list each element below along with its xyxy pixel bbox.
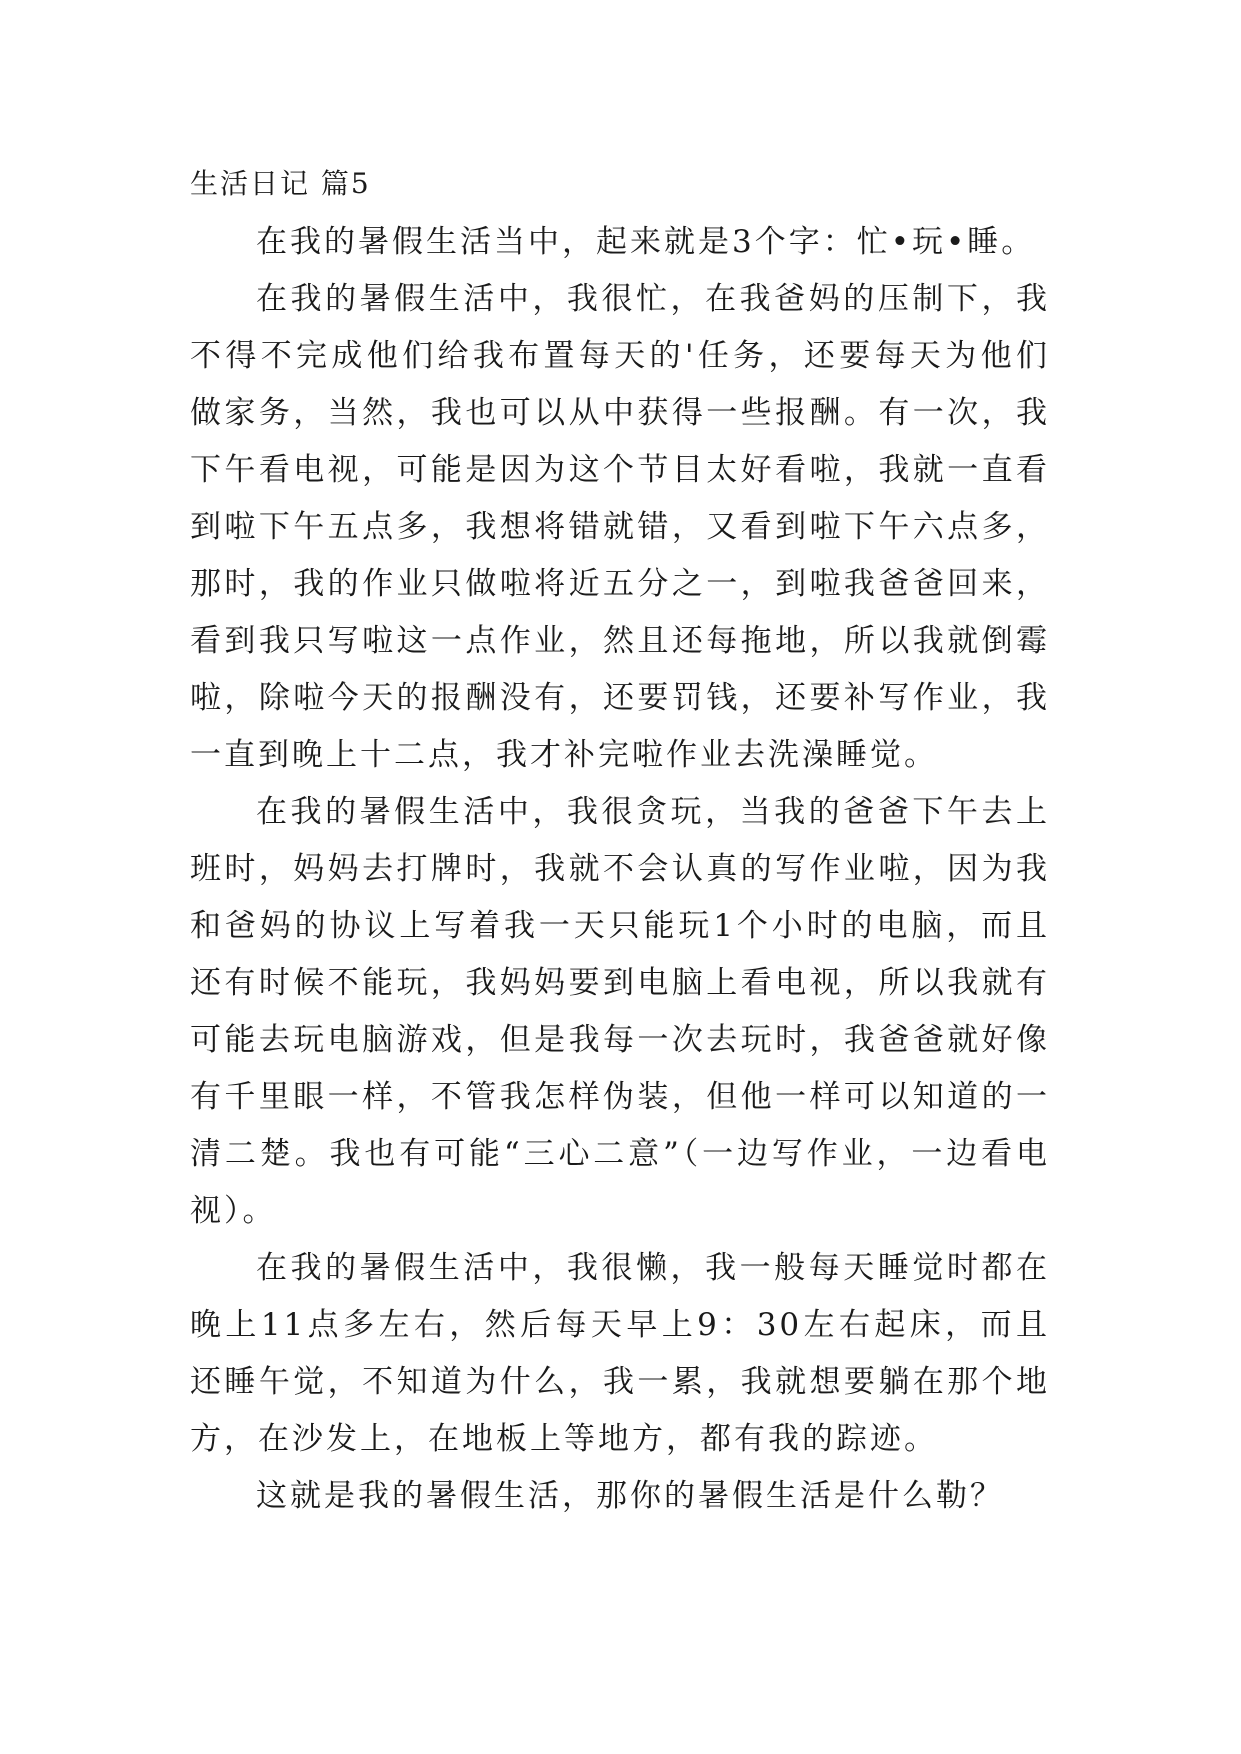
paragraph: 在我的暑假生活中，我很贪玩，当我的爸爸下午去上班时，妈妈去打牌时，我就不会认真的写作业啦，因为我和爸妈的协议上写着我一天只能玩1个小时的电脑，而且还有时候不能玩，我妈妈要到电脑上看电视，所以我就有可能去玩电脑游戏，但是我每一次去玩时，我爸爸就好像有千里眼一样，不管我怎样伪装，但他一样可以知道的一清二楚。我也有可能“三心二意”（一边写作业，一边看电视）。 xyxy=(190,794,1050,1229)
paragraph: 在我的暑假生活中，我很懒，我一般每天睡觉时都在晚上11点多左右，然后每天早上9：30左右起床，而且还睡午觉，不知道为什么，我一累，我就想要躺在那个地方，在沙发上，在地板上等地方，都有我的踪迹。 xyxy=(190,1250,1050,1457)
paragraph: 在我的暑假生活当中，起来就是3个字：忙•玩•睡。 xyxy=(256,224,1036,260)
document-body xyxy=(190,214,1050,1525)
paragraph: 这就是我的暑假生活，那你的暑假生活是什么勒？ xyxy=(256,1478,1004,1514)
document-title: 生活日记 篇5 xyxy=(190,167,371,200)
paragraph: 在我的暑假生活中，我很忙，在我爸妈的压制下，我不得不完成他们给我布置每天的'任务，还要每天为他们做家务，当然，我也可以从中获得一些报酬。有一次，我下午看电视，可能是因为这个节目太好看啦，我就一直看到啦下午五点多，我想将错就错，又看到啦下午六点多，那时，我的作业只做啦将近五分之一，到啦我爸爸回来，看到我只写啦这一点作业，然且还每拖地，所以我就倒霉啦，除啦今天的报酬没有，还要罚钱，还要补写作业，我一直到晚上十二点，我才补完啦作业去洗澡睡觉。 xyxy=(190,281,1050,773)
